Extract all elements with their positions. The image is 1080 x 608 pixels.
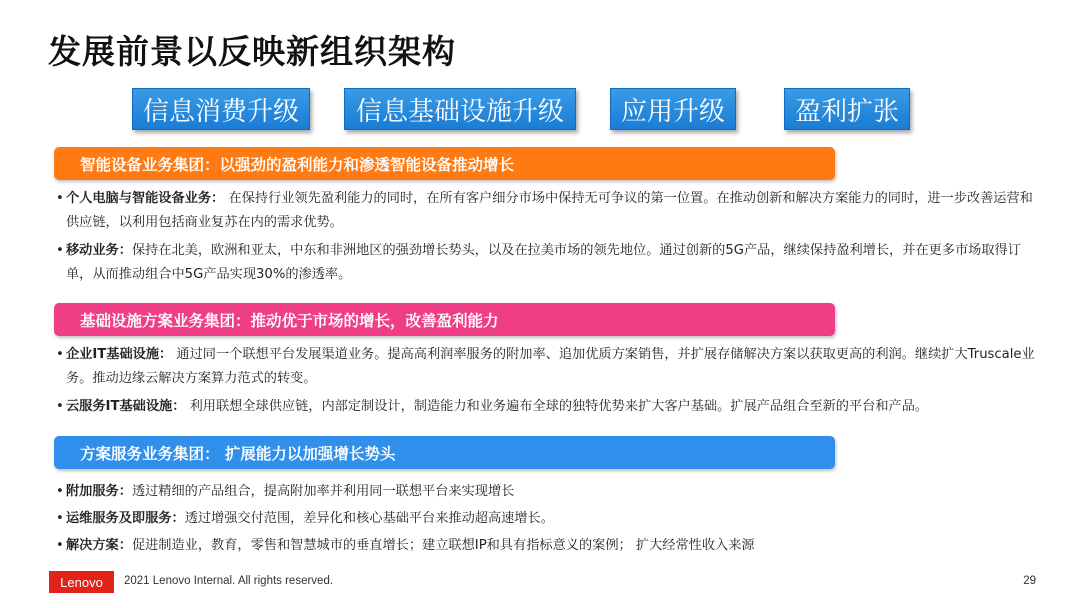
bullet-text: 促进制造业，教育，零售和智慧城市的垂直增长；建立联想IP和具有指标意义的案例； 扩大经常性收入来源 [131, 538, 755, 553]
bullet-text: 保持在北美，欧洲和亚太，中东和非洲地区的强劲增长势头，以及在拉美市场的领先地位。通过创新的5G产品，继续保持盈利增长，并在更多市场取得订单，从而推动组合中5G产品实现30%的渗透率。 [66, 243, 1021, 282]
section-banner-idg: 智能设备业务集团：以强劲的盈利能力和渗透智能设备推动增长 [54, 147, 835, 180]
page-number: 29 [1023, 575, 1036, 587]
bullet-text: 通过同一个联想平台发展渠道业务。提高高利润率服务的附加率、追加优质方案销售，并扩展存储解决方案以获取更高的利润。继续扩大Truscale业务。推动边缘云解决方案算力范式的转变。 [66, 347, 1035, 386]
bullet-text: 透过增强交付范围，差异化和核心基础平台来推动超高速增长。 [184, 511, 554, 526]
theme-box-profit: 盈利扩张 [784, 88, 910, 130]
bullet-item [56, 507, 1046, 531]
bullet-text: 利用联想全球供应链，内部定制设计，制造能力和业务遍布全球的独特优势来扩大客户基础。扩展产品组合至新的平台和产品。 [185, 399, 929, 414]
bullet-item [56, 187, 1046, 235]
bullet-lead: 运维服务及即服务： [66, 511, 185, 526]
bullet-text: 透过精细的产品组合，提高附加率并利用同一联想平台来实现增长 [131, 484, 515, 499]
bullet-item [56, 239, 1046, 287]
bullet-lead: 附加服务： [66, 484, 132, 499]
theme-box-application: 应用升级 [610, 88, 736, 130]
bullet-lead: 个人电脑与智能设备业务： [66, 191, 225, 206]
theme-box-infrastructure: 信息基础设施升级 [344, 88, 576, 130]
bullet-list-isg [56, 343, 1046, 423]
section-banner-ssg: 方案服务业务集团： 扩展能力以加强增长势头 [54, 436, 835, 469]
bullet-list-ssg [56, 480, 1046, 561]
bullet-item [56, 395, 1046, 419]
bullet-lead: 移动业务： [66, 243, 132, 258]
bullet-item [56, 534, 1046, 558]
theme-box-consumption: 信息消费升级 [132, 88, 310, 130]
slide-title: 发展前景以反映新组织架构 [48, 32, 456, 71]
bullet-lead: 企业IT基础设施： [66, 347, 173, 362]
bullet-text: 在保持行业领先盈利能力的同时，在所有客户细分市场中保持无可争议的第一位置。在推动创新和解决方案能力的同时，进一步改善运营和供应链，以利用包括商业复苏在内的需求优势。 [66, 191, 1033, 230]
bullet-lead: 云服务IT基础设施： [66, 399, 186, 414]
lenovo-logo: Lenovo [49, 571, 114, 593]
bullet-lead: 解决方案： [66, 538, 132, 553]
bullet-item [56, 480, 1046, 504]
footer-copyright: 2021 Lenovo Internal. All rights reserved. [124, 575, 334, 587]
bullet-list-idg [56, 187, 1046, 291]
bullet-item [56, 343, 1046, 391]
section-banner-isg: 基础设施方案业务集团：推动优于市场的增长，改善盈利能力 [54, 303, 835, 336]
theme-row [0, 88, 1080, 130]
